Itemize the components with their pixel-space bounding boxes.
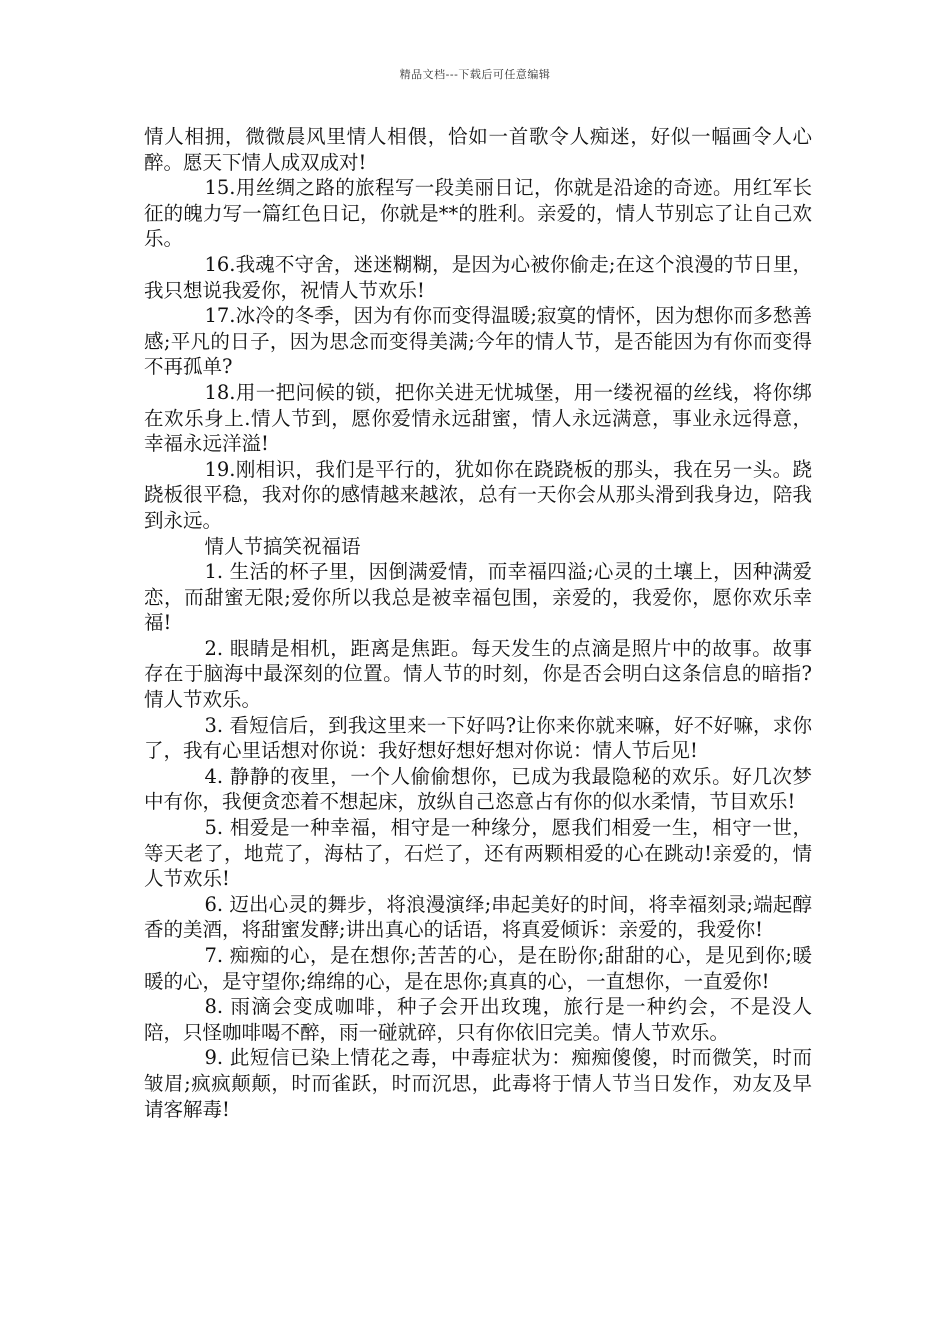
- section-heading: 情人节搞笑祝福语: [204, 534, 361, 558]
- paragraph-item-17: 17.冰冷的冬季，因为有你而变得温暖;寂寞的情怀，因为想你而多愁善感;平凡的日子，因为思念而变得美满;今年的情人节，是否能因为有你而变得不再孤单?: [144, 304, 812, 379]
- paragraph-item-4: 4. 静静的夜里，一个人偷偷想你，已成为我最隐秘的欢乐。好几次梦中有你，我便贪恋着不想起床，放纵自己恣意占有你的似水柔情，节目欢乐!: [144, 764, 812, 814]
- paragraph-item-8: 8. 雨滴会变成咖啡，种子会开出玫瑰，旅行是一种约会，不是没人陪，只怪咖啡喝不醉，雨一碰就碎，只有你依旧完美。情人节欢乐。: [144, 995, 812, 1044]
- page-header: 精品文档---下载后可任意编辑: [399, 68, 551, 81]
- paragraph-item-16: 16.我魂不守舍，迷迷糊糊，是因为心被你偷走;在这个浪漫的节日里，我只想说我爱你，祝情人节欢乐!: [144, 252, 812, 302]
- paragraph-item-15: 15.用丝绸之路的旅程写一段美丽日记，你就是沿途的奇迹。用红军长征的魄力写一篇红色日记，你就是**的胜利。亲爱的，情人节别忘了让自己欢乐。: [144, 176, 812, 251]
- paragraph-item-19: 19.刚相识，我们是平行的，犹如你在跷跷板的那头，我在另一头。跷跷板很平稳，我对你的感情越来越浓，总有一天你会从那头滑到我身边，陪我到永远。: [144, 457, 812, 532]
- paragraph-item-5: 5. 相爱是一种幸福，相守是一种缘分，愿我们相爱一生，相守一世，等天老了，地荒了，海枯了，石烂了，还有两颗相爱的心在跳动!亲爱的，情人节欢乐!: [144, 816, 812, 891]
- paragraph-item-6: 6. 迈出心灵的舞步，将浪漫演绎;串起美好的时间，将幸福刻录;端起醇香的美酒，将甜蜜发酵;讲出真心的话语，将真爱倾诉：亲爱的，我爱你!: [144, 892, 812, 942]
- paragraph-item-2: 2. 眼睛是相机，距离是焦距。每天发生的点滴是照片中的故事。故事存在于脑海中最深刻的位置。情人节的时刻，你是否会明白这条信息的暗指?情人节欢乐。: [144, 636, 812, 712]
- paragraph-item-9: 9. 此短信已染上情花之毒，中毒症状为：痴痴傻傻，时而微笑，时而皱眉;疯疯颠颠，时而雀跃，时而沉思，此毒将于情人节当日发作，劝友及早请客解毒!: [144, 1046, 812, 1121]
- paragraph-item-3: 3. 看短信后，到我这里来一下好吗?让你来你就来嘛，好不好嘛，求你了，我有心里话想对你说：我好想好想好想对你说：情人节后见!: [144, 713, 812, 763]
- paragraph-item-1: 1. 生活的杯子里，因倒满爱情，而幸福四溢;心灵的土壤上，因种满爱恋，而甜蜜无限;爱你所以我总是被幸福包围，亲爱的，我爱你，愿你欢乐幸福!: [144, 560, 812, 635]
- paragraph-item-18: 18.用一把问候的锁，把你关进无忧城堡，用一缕祝福的丝线，将你绑在欢乐身上.情人节到，愿你爱情永远甜蜜，情人永远满意，事业永远得意，幸福永远洋溢!: [144, 380, 812, 456]
- paragraph-continuation: 情人相拥，微微晨风里情人相偎，恰如一首歌令人痴迷，好似一幅画令人心醉。愿天下情人成双成对!: [144, 125, 812, 174]
- paragraph-item-7: 7. 痴痴的心，是在想你;苦苦的心，是在盼你;甜甜的心，是见到你;暖暖的心，是守望你;绵绵的心，是在思你;真真的心，一直想你，一直爱你!: [144, 944, 812, 993]
- document-body: [144, 124, 812, 1122]
